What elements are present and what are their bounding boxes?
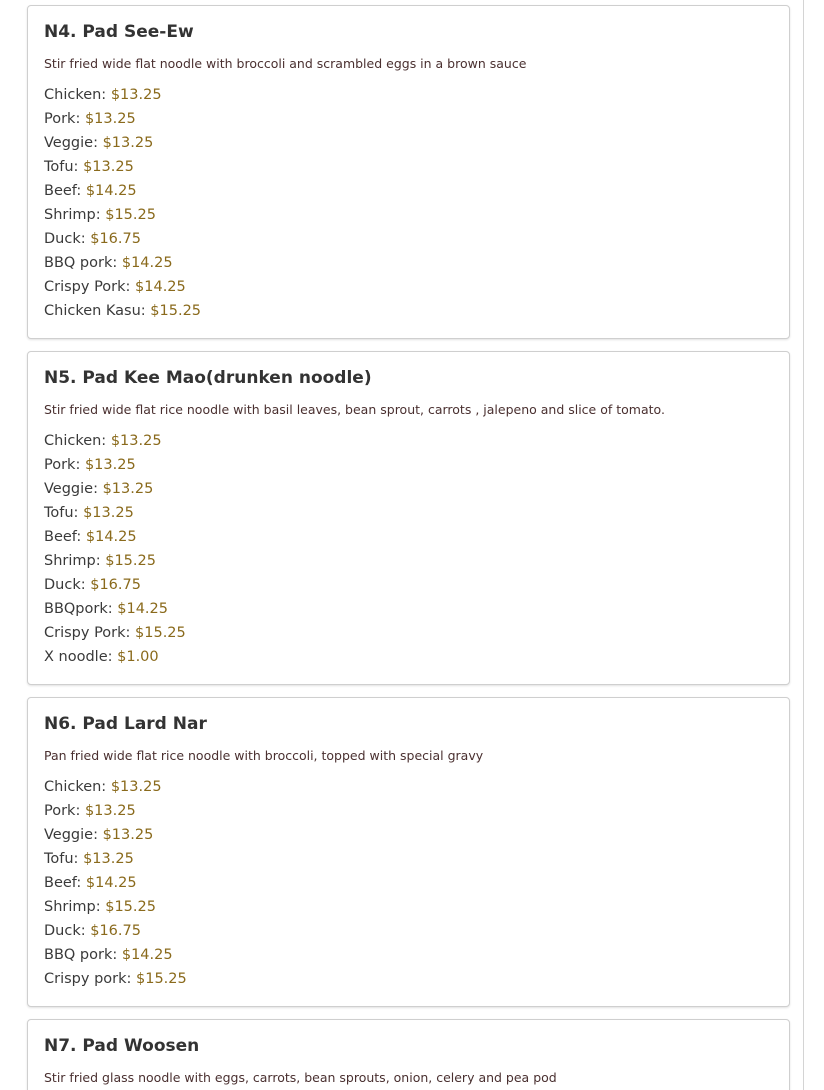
option-price: $14.25	[121, 255, 173, 271]
option-label: Duck:	[44, 577, 86, 593]
price-option-row	[44, 155, 201, 179]
option-price: $13.25	[84, 457, 136, 473]
price-option-row	[44, 775, 187, 799]
menu-item-description: Stir fried glass noodle with eggs, carrots, bean sprouts, onion, celery and pea pod	[44, 1070, 557, 1085]
page-scroll-edge	[803, 0, 804, 1090]
option-label: Pork:	[44, 803, 81, 819]
price-option-row	[44, 429, 186, 453]
option-label: Crispy Pork:	[44, 625, 131, 641]
menu-item-card-pad-see-ew[interactable]	[27, 5, 790, 339]
option-label: X noodle:	[44, 649, 113, 665]
menu-item-title: N5. Pad Kee Mao(drunken noodle)	[44, 368, 372, 388]
price-option-row	[44, 477, 186, 501]
option-price: $16.75	[90, 577, 141, 593]
option-price: $13.25	[83, 851, 134, 867]
price-option-row	[44, 549, 186, 573]
option-label: Pork:	[44, 457, 81, 473]
option-label: Tofu:	[44, 505, 79, 521]
option-label: BBQ pork:	[44, 947, 118, 963]
option-price: $13.25	[83, 505, 134, 521]
price-option-row	[44, 83, 201, 107]
option-label: Chicken:	[44, 87, 107, 103]
price-options-list	[44, 775, 187, 991]
option-price: $13.25	[84, 111, 136, 127]
option-label: Tofu:	[44, 159, 79, 175]
price-option-row	[44, 525, 186, 549]
option-label: Veggie:	[44, 481, 98, 497]
menu-item-description: Pan fried wide flat rice noodle with broccoli, topped with special gravy	[44, 748, 484, 763]
option-price: $13.25	[110, 779, 162, 795]
menu-item-title: N4. Pad See-Ew	[44, 22, 194, 42]
price-option-row	[44, 227, 201, 251]
price-option-row	[44, 847, 187, 871]
option-label: Chicken:	[44, 779, 107, 795]
price-options-list	[44, 83, 201, 323]
option-label: Veggie:	[44, 827, 98, 843]
option-price: $13.25	[102, 827, 154, 843]
option-label: Duck:	[44, 923, 86, 939]
price-option-row	[44, 299, 201, 323]
price-options-list	[44, 429, 186, 669]
option-label: Beef:	[44, 529, 82, 545]
option-price: $15.25	[136, 971, 187, 987]
price-option-row	[44, 943, 187, 967]
menu-item-title: N7. Pad Woosen	[44, 1036, 200, 1056]
option-price: $16.75	[90, 923, 141, 939]
price-option-row	[44, 179, 201, 203]
price-option-row	[44, 919, 187, 943]
price-option-row	[44, 251, 201, 275]
price-option-row	[44, 645, 186, 669]
menu-item-card-pad-kee-mao[interactable]	[27, 351, 790, 685]
option-price: $14.25	[85, 875, 137, 891]
price-option-row	[44, 501, 186, 525]
option-label: BBQ pork:	[44, 255, 118, 271]
option-price: $13.25	[110, 87, 162, 103]
option-price: $16.75	[90, 231, 141, 247]
price-option-row	[44, 107, 201, 131]
option-label: Crispy Pork:	[44, 279, 131, 295]
option-price: $15.25	[105, 899, 156, 915]
price-option-row	[44, 131, 201, 155]
price-option-row	[44, 203, 201, 227]
option-label: Chicken:	[44, 433, 107, 449]
option-price: $15.25	[105, 207, 156, 223]
option-label: Shrimp:	[44, 553, 101, 569]
price-option-row	[44, 967, 187, 991]
price-option-row	[44, 453, 186, 477]
menu-item-card-pad-lard-nar[interactable]	[27, 697, 790, 1007]
menu-item-title: N6. Pad Lard Nar	[44, 714, 207, 734]
price-option-row	[44, 895, 187, 919]
option-label: Shrimp:	[44, 899, 101, 915]
option-label: Chicken Kasu:	[44, 303, 146, 319]
option-price: $13.25	[83, 159, 134, 175]
option-price: $14.25	[117, 601, 168, 617]
price-option-row	[44, 597, 186, 621]
option-price: $14.25	[135, 279, 186, 295]
price-option-row	[44, 621, 186, 645]
option-label: Shrimp:	[44, 207, 101, 223]
price-option-row	[44, 573, 186, 597]
price-option-row	[44, 871, 187, 895]
option-label: Crispy pork:	[44, 971, 132, 987]
option-label: Duck:	[44, 231, 86, 247]
option-price: $13.25	[84, 803, 136, 819]
option-price: $15.25	[150, 303, 202, 319]
option-label: Tofu:	[44, 851, 79, 867]
option-price: $15.25	[105, 553, 156, 569]
option-label: Beef:	[44, 875, 82, 891]
option-price: $13.25	[110, 433, 162, 449]
menu-item-description: Stir fried wide flat rice noodle with basil leaves, bean sprout, carrots , jalepeno and slice of tomato.	[44, 402, 665, 417]
option-price: $14.25	[85, 529, 137, 545]
menu-item-card-pad-woosen[interactable]	[27, 1019, 790, 1090]
option-price: $14.25	[85, 183, 137, 199]
option-label: Beef:	[44, 183, 82, 199]
option-price: $15.25	[135, 625, 186, 641]
price-option-row	[44, 799, 187, 823]
option-price: $13.25	[102, 135, 154, 151]
option-price: $14.25	[121, 947, 173, 963]
price-option-row	[44, 275, 201, 299]
option-label: Pork:	[44, 111, 81, 127]
option-label: BBQpork:	[44, 601, 113, 617]
price-option-row	[44, 823, 187, 847]
option-label: Veggie:	[44, 135, 98, 151]
menu-item-description: Stir fried wide flat noodle with broccoli and scrambled eggs in a brown sauce	[44, 56, 527, 71]
option-price: $1.00	[117, 649, 159, 665]
option-price: $13.25	[102, 481, 154, 497]
